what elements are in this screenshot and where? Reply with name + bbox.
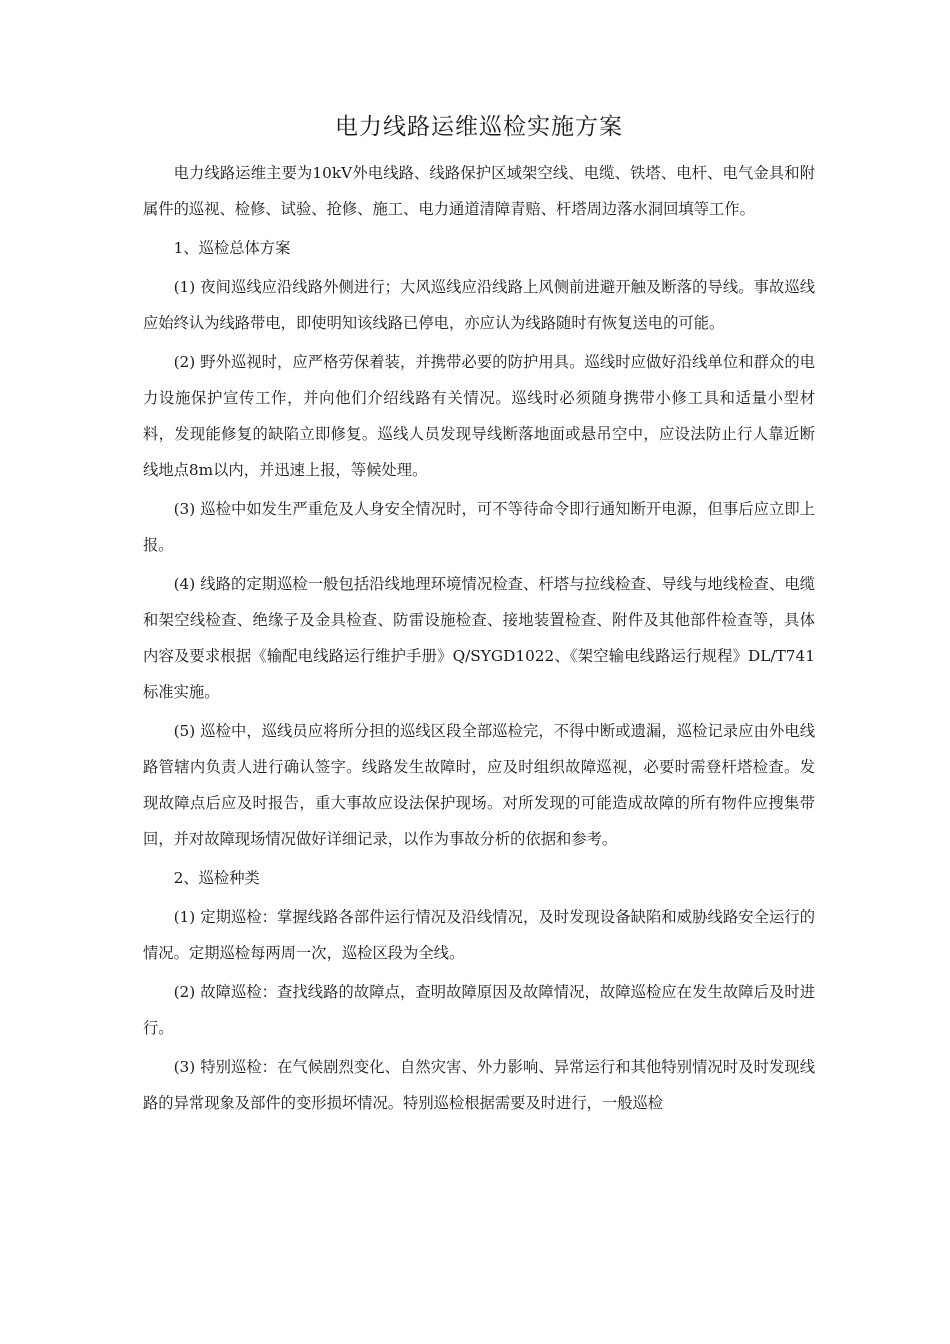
section2-item-2: (2) 故障巡检：查找线路的故障点，查明故障原因及故障情况，故障巡检应在发生故障后及时进行。 xyxy=(143,983,815,1037)
intro-paragraph: 电力线路运维主要为10kV外电线路、线路保护区域架空线、电缆、铁塔、电杆、电气金具和附属件的巡视、检修、试验、抢修、施工、电力通道清障青赔、杆塔周边落水洞回填等工作。 xyxy=(143,164,815,218)
section1-item-2: (2) 野外巡视时，应严格劳保着装，并携带必要的防护用具。巡线时应做好沿线单位和群众的电力设施保护宣传工作，并向他们介绍线路有关情况。巡线时必须随身携带小修工具和适量小型材料，发现能修复的缺陷立即修复。巡线人员发现导线断落地面或悬吊空中，应设法防止行人靠近断线地点8m以内，并迅速上报，等候处理。 xyxy=(143,353,815,479)
section1-item-3: (3) 巡检中如发生严重危及人身安全情况时，可不等待命令即行通知断开电源，但事后应立即上报。 xyxy=(143,500,815,554)
document-title: 电力线路运维巡检实施方案 xyxy=(335,114,623,140)
document-page xyxy=(143,108,815,1124)
section2-item-3: (3) 特别巡检：在气候剧烈变化、自然灾害、外力影响、异常运行和其他特别情况时及时发现线路的异常现象及部件的变形损坏情况。特别巡检根据需要及时进行，一般巡检 xyxy=(143,1058,815,1112)
section-heading-2: 2、巡检种类 xyxy=(173,869,260,887)
section1-item-1: (1) 夜间巡线应沿线路外侧进行；大风巡线应沿线路上风侧前进避开触及断落的导线。事故巡线应始终认为线路带电，即使明知该线路已停电，亦应认为线路随时有恢复送电的可能。 xyxy=(143,278,815,332)
section1-item-4: (4) 线路的定期巡检一般包括沿线地理环境情况检查、杆塔与拉线检查、导线与地线检查、电缆和架空线检查、绝缘子及金具检查、防雷设施检查、接地装置检查、附件及其他部件检查等，具体内容及要求根据《输配电线路运行维护手册》Q/SYGD1022、《架空输电线路运行规程》DL/T741标准实施。 xyxy=(143,575,815,701)
section1-item-5: (5) 巡检中，巡线员应将所分担的巡线区段全部巡检完，不得中断或遗漏，巡检记录应由外电线路管辖内负责人进行确认签字。线路发生故障时，应及时组织故障巡视，必要时需登杆塔检查。发现故障点后应及时报告，重大事故应设法保护现场。对所发现的可能造成故障的所有物件应搜集带回，并对故障现场情况做好详细记录，以作为事故分析的依据和参考。 xyxy=(143,722,815,848)
section-heading-1: 1、巡检总体方案 xyxy=(173,239,291,257)
section2-item-1: (1) 定期巡检：掌握线路各部件运行情况及沿线情况，及时发现设备缺陷和威胁线路安全运行的情况。定期巡检每两周一次，巡检区段为全线。 xyxy=(143,908,815,962)
